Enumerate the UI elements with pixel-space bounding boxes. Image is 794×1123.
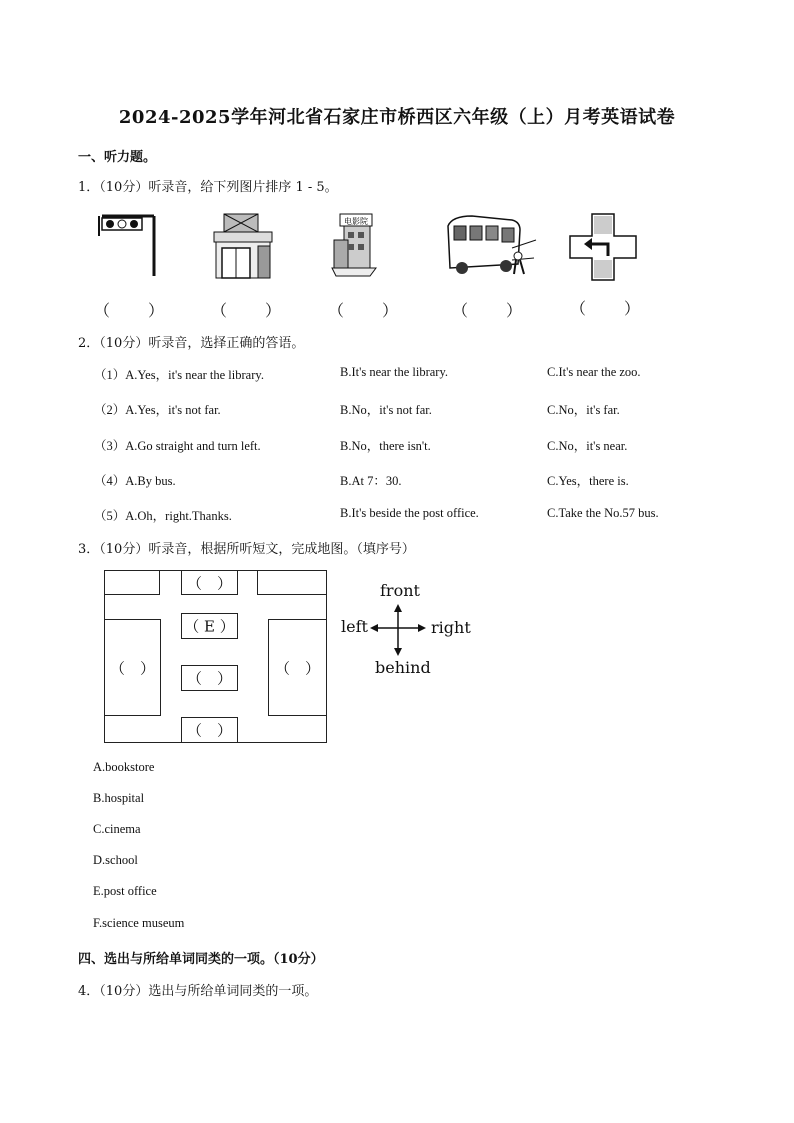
map-block-left[interactable]	[104, 619, 161, 716]
map-label-right: （ ）	[274, 659, 320, 677]
traffic-light-icon	[96, 210, 160, 280]
map-label-middle-top: （ E ）	[184, 617, 235, 636]
cinema-building-icon	[330, 210, 380, 280]
map-option-c: C.cinema	[93, 822, 141, 836]
map-label-middle-bottom: （ ）	[186, 669, 232, 688]
compass-right-label: right	[431, 618, 471, 637]
map-block-bottom-center[interactable]	[181, 717, 238, 743]
map-block-top-right	[257, 570, 327, 595]
map-option-d: D.school	[93, 853, 138, 867]
q2-4-option-a[interactable]: （4）A.By bus.	[94, 474, 176, 488]
map-block-right[interactable]	[268, 619, 327, 716]
cinema-sign: 电影院	[344, 217, 368, 226]
q2-4-option-c[interactable]: C.Yes，there is.	[547, 474, 629, 488]
compass-behind-label: behind	[375, 658, 431, 677]
q2-2-option-b[interactable]: B.No，it's not far.	[340, 403, 432, 417]
compass-left-label: left	[341, 617, 368, 636]
q2-2-option-c[interactable]: C.No，it's far.	[547, 403, 620, 417]
question-2-text: 2．（10分）听录音，选择正确的答语。	[78, 336, 305, 351]
bus-with-people-icon	[442, 212, 538, 282]
answer-blank-1[interactable]: （ ）	[94, 301, 167, 320]
page-title: 2024-2025学年河北省石家庄市桥西区六年级（上）月考英语试卷	[118, 107, 676, 128]
q2-1-option-b[interactable]: B.It's near the library.	[340, 365, 449, 379]
compass-front-label: front	[380, 581, 420, 600]
map-block-top-center[interactable]	[181, 570, 238, 595]
compass-arrows-icon	[368, 602, 428, 658]
question-4-text: 4．（10分）选出与所给单词同类的一项。	[78, 984, 318, 999]
map-block-top-left	[104, 570, 160, 595]
map-option-e: E.post office	[93, 884, 157, 898]
q2-5-option-c[interactable]: C.Take the No.57 bus.	[547, 506, 659, 520]
q2-3-option-c[interactable]: C.No，it's near.	[547, 439, 628, 453]
q2-1-option-a[interactable]: （1）A.Yes，it's near the library.	[94, 368, 264, 382]
q2-5-option-a[interactable]: （5）A.Oh，right.Thanks.	[94, 509, 232, 523]
section-heading-listening: 一、听力题。	[78, 150, 157, 165]
map-label-left: （ ）	[109, 659, 155, 677]
map-block-middle-top[interactable]	[181, 613, 238, 639]
map-label-bottom-center: （ ）	[186, 721, 232, 740]
answer-blank-4[interactable]: （ ）	[452, 301, 525, 320]
map-block-middle-bottom[interactable]	[181, 665, 238, 691]
q2-5-option-b[interactable]: B.It's beside the post office.	[340, 506, 479, 520]
q2-2-option-a[interactable]: （2）A.Yes，it's not far.	[94, 403, 221, 417]
q2-3-option-a[interactable]: （3）A.Go straight and turn left.	[94, 439, 261, 453]
map-label-top-center: （ ）	[186, 574, 232, 592]
q2-4-option-b[interactable]: B.At 7：30.	[340, 474, 402, 488]
question-1-text: 1．（10分）听录音，给下列图片排序 1 - 5。	[78, 180, 338, 195]
map-option-f: F.science museum	[93, 916, 185, 930]
question-3-text: 3．（10分）听录音，根据所听短文，完成地图。（填序号）	[78, 542, 415, 557]
q2-1-option-c[interactable]: C.It's near the zoo.	[547, 365, 641, 379]
answer-blank-3[interactable]: （ ）	[328, 301, 401, 320]
map-option-b: B.hospital	[93, 791, 145, 805]
map-option-a: A.bookstore	[93, 760, 155, 774]
shop-building-icon	[210, 210, 278, 280]
answer-blank-5[interactable]: （ ）	[570, 299, 643, 318]
q2-3-option-b[interactable]: B.No，there isn't.	[340, 439, 431, 453]
answer-blank-2[interactable]: （ ）	[211, 301, 284, 320]
turn-left-crossroad-icon	[568, 212, 638, 282]
section-heading-classification: 四、选出与所给单词同类的一项。（10分）	[78, 952, 324, 967]
